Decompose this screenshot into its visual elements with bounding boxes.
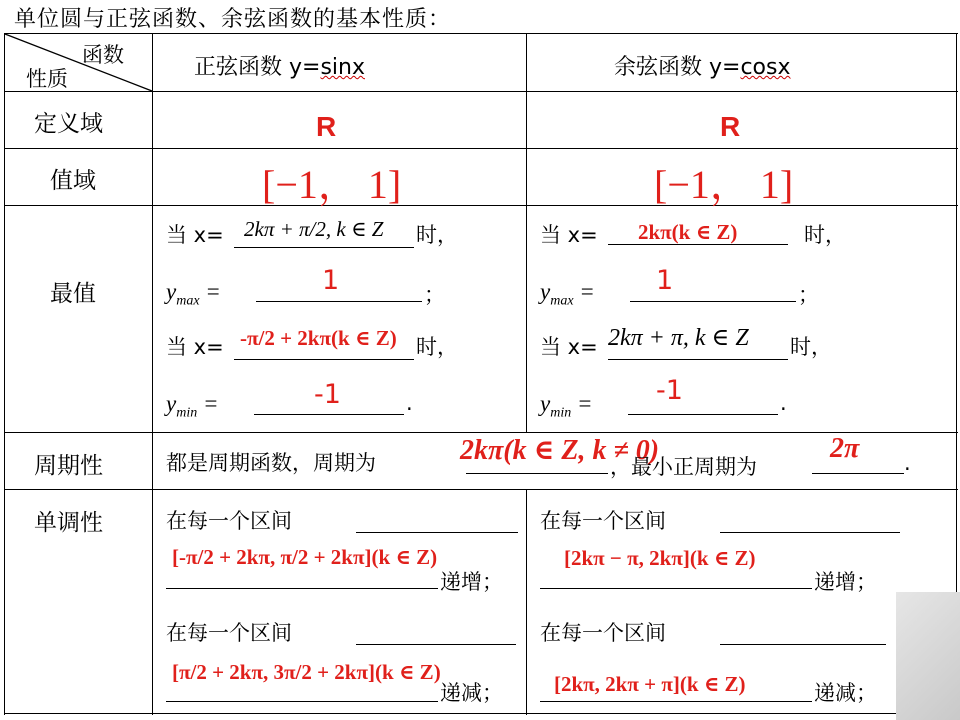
sine-ymin-label <box>166 391 219 422</box>
ymax-y: y <box>540 279 551 304</box>
cosine-range: [−1， 1] <box>654 162 794 207</box>
answer-blank <box>254 414 404 415</box>
header-cosine-fn: cosx <box>740 55 791 80</box>
row-label-extrema: 最值 <box>50 281 96 307</box>
properties-table <box>4 33 958 715</box>
cosine-max-shi: 时， <box>804 223 846 247</box>
row-label-period: 周期性 <box>34 453 103 479</box>
cosine-min-when: 当 x= <box>540 335 598 359</box>
sine-inc-label: 递增； <box>440 570 503 594</box>
period-text-2: ，最小正周期为 <box>610 455 757 479</box>
ymax-sub: max <box>176 293 200 309</box>
sine-max-semicolon: ； <box>424 283 445 307</box>
cosine-inc-label: 递增； <box>814 570 877 594</box>
cosine-max-semicolon: ； <box>798 283 819 307</box>
period-value: 2kπ(k ∈ Z, k ≠ 0) <box>460 435 660 466</box>
sine-min-when: 当 x= <box>166 335 224 359</box>
sine-min-x: -π/2 + 2kπ(k ∈ Z) <box>240 326 397 350</box>
ymax-sub: max <box>550 293 574 309</box>
answer-blank <box>608 359 788 360</box>
ymax-eq: = <box>199 279 221 304</box>
cosine-ymin-label <box>540 391 593 422</box>
table-rule <box>152 33 153 715</box>
cosine-max-value: 1 <box>656 265 674 296</box>
cosine-domain: R <box>720 111 741 142</box>
table-rule <box>4 205 958 206</box>
answer-blank <box>356 532 518 533</box>
cosine-increasing-interval: [2kπ − π, 2kπ](k ∈ Z) <box>564 546 756 570</box>
header-corner-function: 函数 <box>82 43 124 67</box>
answer-blank <box>466 473 608 474</box>
ymin-eq: = <box>571 391 593 416</box>
cosine-dec-interval-text: 在每一个区间 <box>540 621 666 645</box>
min-period-value: 2π <box>830 433 860 464</box>
sine-inc-interval-text: 在每一个区间 <box>166 509 292 533</box>
ymin-y: y <box>540 391 551 416</box>
answer-blank <box>628 414 778 415</box>
answer-blank <box>630 301 796 302</box>
answer-blank <box>720 532 900 533</box>
header-cosine-prefix: 余弦函数 y= <box>614 55 741 80</box>
header-sine <box>194 50 365 81</box>
answer-blank <box>356 644 516 645</box>
row-label-monotonicity: 单调性 <box>34 510 103 536</box>
ymin-sub: min <box>550 405 572 421</box>
sine-min-shi: 时， <box>416 335 458 359</box>
sine-dec-label: 递减； <box>440 681 503 705</box>
table-rule <box>4 489 958 490</box>
header-corner-property: 性质 <box>26 67 68 91</box>
sine-max-shi: 时， <box>416 223 458 247</box>
table-rule <box>526 33 527 432</box>
cosine-min-value: -1 <box>656 375 683 406</box>
answer-blank <box>234 359 414 360</box>
ymin-eq: = <box>197 391 219 416</box>
cosine-min-shi: 时， <box>790 335 832 359</box>
answer-blank <box>720 644 886 645</box>
page-curl-decoration <box>896 592 960 720</box>
table-rule <box>526 489 527 715</box>
row-label-range: 值域 <box>50 168 96 194</box>
page-title: 单位圆与正弦函数、余弦函数的基本性质： <box>14 7 452 32</box>
sine-min-period: . <box>406 391 413 415</box>
sine-max-x: 2kπ + π/2, k ∈ Z <box>244 217 384 241</box>
cosine-max-when: 当 x= <box>540 223 598 247</box>
answer-blank <box>234 247 414 248</box>
answer-blank <box>256 301 422 302</box>
header-sine-prefix: 正弦函数 y= <box>194 55 321 80</box>
ymax-y: y <box>166 279 177 304</box>
table-rule <box>4 148 958 149</box>
sine-range: [−1， 1] <box>262 162 402 207</box>
answer-blank <box>540 701 812 702</box>
period-end: . <box>904 451 911 475</box>
answer-blank <box>166 701 438 702</box>
ymin-sub: min <box>176 405 198 421</box>
table-rule <box>4 713 958 714</box>
cosine-decreasing-interval: [2kπ, 2kπ + π](k ∈ Z) <box>554 672 746 696</box>
sine-min-value: -1 <box>314 379 341 410</box>
ymin-y: y <box>166 391 177 416</box>
cosine-dec-label: 递减； <box>814 681 877 705</box>
sine-dec-interval-text: 在每一个区间 <box>166 621 292 645</box>
answer-blank <box>540 588 812 589</box>
sine-decreasing-interval: [π/2 + 2kπ, 3π/2 + 2kπ](k ∈ Z) <box>172 660 441 684</box>
period-text-1: 都是周期函数，周期为 <box>166 451 376 475</box>
ymax-eq: = <box>573 279 595 304</box>
answer-blank <box>812 473 904 474</box>
sine-max-value: 1 <box>322 265 340 296</box>
sine-domain: R <box>316 111 337 142</box>
table-rule <box>4 33 5 715</box>
sine-ymax-label <box>166 279 221 310</box>
cosine-ymax-label <box>540 279 595 310</box>
cosine-min-period: . <box>780 391 787 415</box>
cosine-inc-interval-text: 在每一个区间 <box>540 509 666 533</box>
header-sine-fn: sinx <box>320 55 365 80</box>
sine-max-when: 当 x= <box>166 223 224 247</box>
row-label-domain: 定义域 <box>34 111 103 137</box>
answer-blank <box>166 588 438 589</box>
sine-increasing-interval: [-π/2 + 2kπ, π/2 + 2kπ](k ∈ Z) <box>172 545 438 569</box>
cosine-min-x: 2kπ + π, k ∈ Z <box>608 325 749 351</box>
header-cosine <box>614 50 791 81</box>
cosine-max-x: 2kπ(k ∈ Z) <box>638 220 738 244</box>
